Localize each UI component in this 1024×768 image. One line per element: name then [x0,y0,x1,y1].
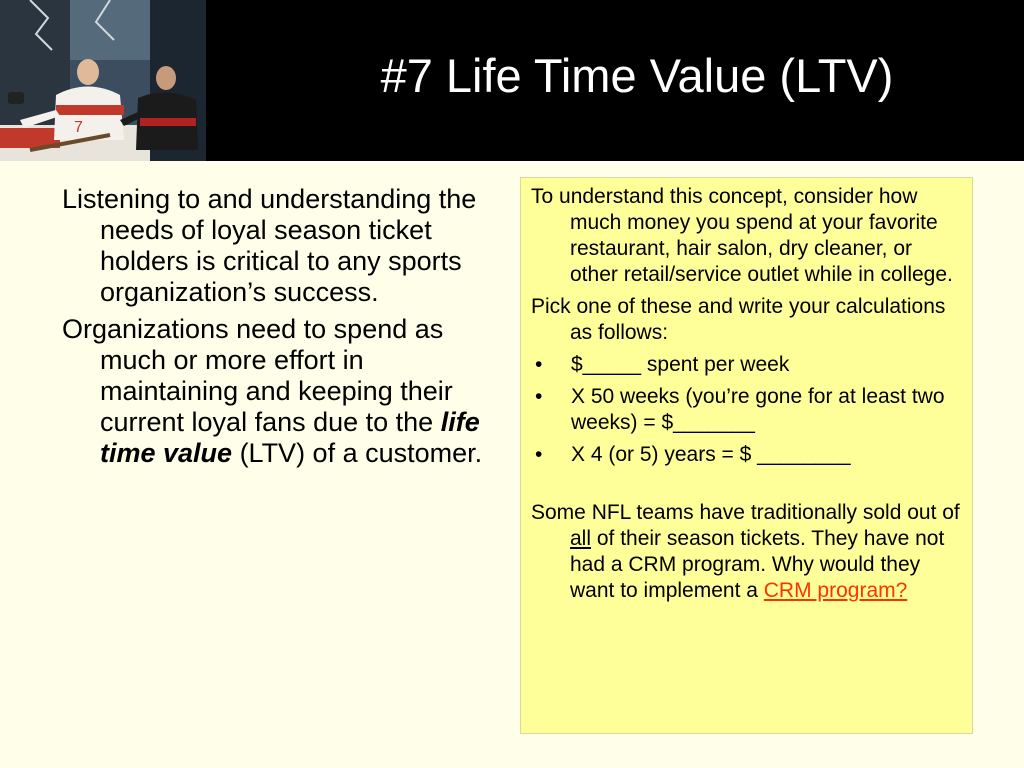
box-nfl-paragraph [531,500,962,604]
bullet-dot-icon: • [535,353,543,376]
paragraph-organizations [62,314,502,469]
paragraph-loyal-fans: Listening to and understanding the needs of loyal season ticket holders is critical to any sports organization’s success. [62,184,477,307]
box-instruction-paragraph: Pick one of these and write your calculations as follows: [531,295,946,344]
bullet-dot-icon: • [535,385,543,408]
jersey-number: 7 [74,119,83,136]
box-intro-paragraph: To understand this concept, consider how much money you spend at your favorite restaurant, hair salon, dry cleaner, or other retail/service outlet while in college. [531,185,953,286]
paragraph-organizations-text: Organizations need to spend as much or more effort in maintaining and keeping their current loyal fans due to the [62,314,453,437]
nfl-text-start: Some NFL teams have traditionally sold out of [531,501,960,524]
bullet-item [531,442,962,468]
emphasis-life-time-value: life time value [100,407,480,468]
nfl-text-middle: of their season tickets. They have not had a CRM program. Why would they want to implement a [570,527,945,602]
bullet-text: X 4 (or 5) years = $ ________ [571,443,851,466]
bullet-item [531,352,962,378]
bullet-text: $_____ spent per week [571,353,790,376]
bullet-dot-icon: • [535,443,543,466]
hockey-players-photo [0,0,206,161]
bullet-item [531,384,962,436]
main-text-column [62,184,502,475]
spacer [531,474,962,500]
underlined-all: all [570,527,592,550]
exercise-callout-box [520,177,973,734]
hockey-photo-icon [0,0,206,161]
title-bar [0,0,1024,161]
slide-title: #7 Life Time Value (LTV) [380,49,894,102]
paragraph-organizations-end: (LTV) of a customer. [232,438,483,468]
bullet-text: X 50 weeks (you’re gone for at least two weeks) = $_______ [571,385,945,434]
crm-program-link[interactable]: CRM program? [763,579,908,602]
